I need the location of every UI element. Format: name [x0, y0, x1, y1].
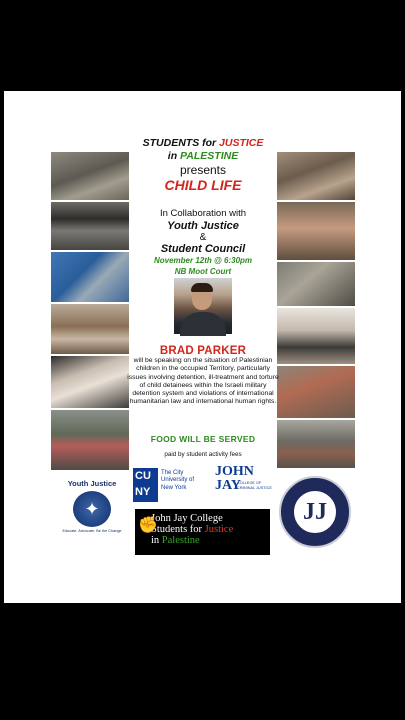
event-description: will be speaking on the situation of Palestinian children in the occupied Territory, particularly issues involving detention, ill-treatment and torture of child detainees within the Israeli military detention system and violations of international humanitarian law and international human rights.: [127, 357, 279, 406]
event-flyer: [4, 91, 401, 603]
sjp-line-3-a: in: [151, 535, 162, 546]
sjp-line-1: John Jay College: [151, 513, 223, 524]
org-word-justice: JUSTICE: [219, 137, 264, 149]
photo-left-5: [51, 356, 129, 408]
presents-text: presents: [179, 163, 227, 177]
seal-monogram: JJ: [292, 489, 338, 535]
food-notice: FOOD WILL BE SERVED: [150, 434, 256, 444]
photo-left-6: [51, 410, 129, 470]
cuny-logo: [133, 468, 197, 504]
org-word-in: in: [167, 150, 181, 162]
photo-left-1: [51, 152, 129, 200]
photo-left-2: [51, 202, 129, 250]
cuny-logo-mark: CU NY: [133, 468, 158, 502]
john-jay-logo: [215, 465, 273, 507]
org-word-students: STUDENTS: [142, 137, 200, 149]
sjp-line-2-a: Students for: [151, 524, 205, 535]
student-council-seal: [279, 476, 351, 548]
youth-justice-logo: [56, 479, 128, 541]
speaker-photo-body: [180, 312, 226, 336]
fist-icon: ✊: [138, 517, 158, 534]
collaboration-text: In Collaboration with: [159, 208, 247, 219]
john-jay-wordmark: JOHN JAY: [215, 464, 254, 493]
sjp-line-2-b: Justice: [204, 524, 234, 535]
photo-right-3: [277, 262, 355, 306]
photo-right-5: [277, 366, 355, 418]
photo-left-3: [51, 252, 129, 302]
ampersand: &: [199, 232, 207, 243]
cuny-logo-text: The City University of New York: [161, 470, 195, 491]
org-word-for: for: [199, 137, 220, 149]
organizer-heading: [129, 137, 277, 163]
partner-student-council: Student Council: [160, 243, 246, 255]
funding-note: paid by student activity fees: [164, 451, 242, 458]
sjp-logo: [135, 509, 270, 555]
partner-youth-justice: Youth Justice: [167, 220, 239, 232]
photo-right-6: [277, 420, 355, 468]
photo-right-4: [277, 308, 355, 364]
event-title: CHILD LIFE: [164, 177, 242, 193]
eagle-icon: ✦: [73, 491, 111, 527]
speaker-name: BRAD PARKER: [159, 345, 247, 357]
youth-justice-name: Youth Justice: [67, 479, 117, 488]
org-word-palestine: PALESTINE: [180, 150, 239, 162]
youth-justice-tagline: Educate. Advocate. Be the Change: [62, 529, 122, 533]
john-jay-subtext: COLLEGE OF CRIMINAL JUSTICE: [237, 481, 272, 490]
event-date: November 12th @ 6:30pm: [153, 256, 253, 265]
speaker-photo-hair: [191, 283, 213, 292]
sjp-line-3: [151, 535, 266, 547]
photo-right-2: [277, 202, 355, 260]
photo-right-1: [277, 152, 355, 200]
sjp-line-3-b: Palestine: [161, 535, 200, 546]
sjp-line-2: [151, 524, 266, 535]
event-location: NB Moot Court: [174, 267, 232, 276]
speaker-photo: [174, 278, 232, 334]
photo-left-4: [51, 304, 129, 354]
